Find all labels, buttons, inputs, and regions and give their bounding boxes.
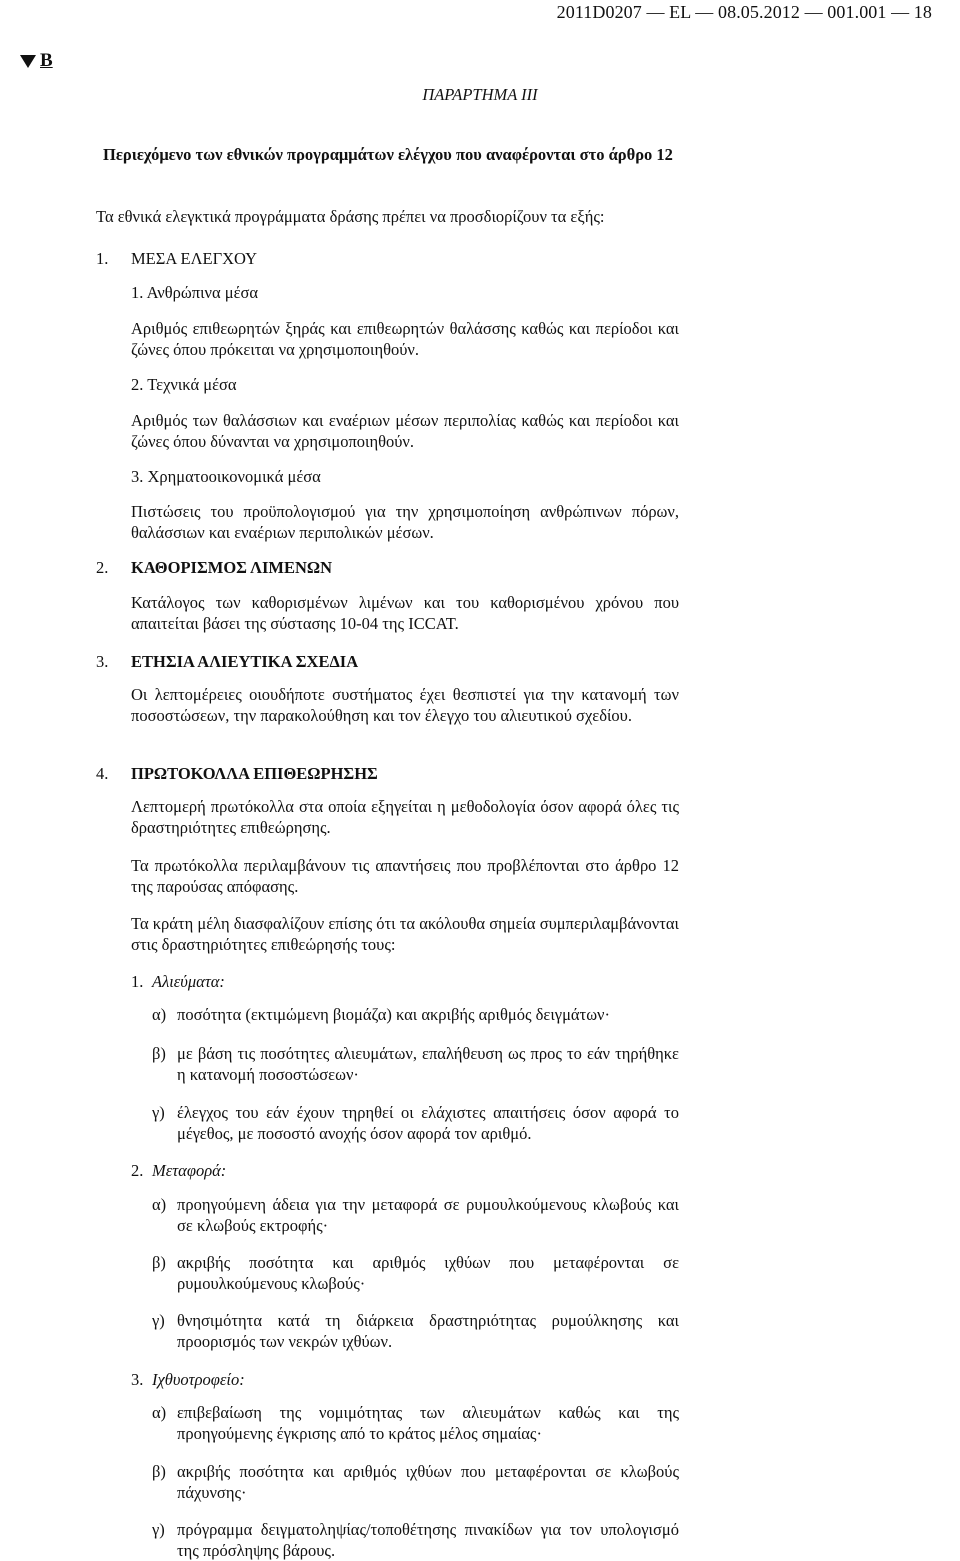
section-2-number: 2. <box>96 558 109 577</box>
list-item-letter: α) <box>152 1403 167 1422</box>
list-item-text: προηγούμενη άδεια για την μεταφορά σε ρυμουλκούμενους κλωβούς και σε κλωβούς εκτροφής· <box>177 1195 679 1235</box>
section-1-number: 1. <box>96 249 109 268</box>
document-header: 2011D0207 — EL — 08.05.2012 — 001.001 — 18 <box>556 2 932 22</box>
section-4-number: 4. <box>96 764 109 783</box>
amendment-marker <box>20 50 53 71</box>
list-item-letter: γ) <box>152 1520 165 1539</box>
list-item-text: ακριβής ποσότητα και αριθμός ιχθύων που μεταφέρονται σε κλωβούς πάχυνσης· <box>177 1462 679 1502</box>
section-1-heading: ΜΕΣΑ ΕΛΕΓΧΟΥ <box>131 249 258 268</box>
triangle-down-icon <box>20 55 36 68</box>
intro-text: Τα εθνικά ελεγκτικά προγράμματα δράσης πρέπει να προσδιορίζουν τα εξής: <box>96 207 605 226</box>
list-item-letter: α) <box>152 1195 167 1214</box>
list-label: Αλιεύματα: <box>152 972 225 991</box>
amendment-letter[interactable]: B <box>40 50 53 71</box>
section-4-paragraph: Τα κράτη μέλη διασφαλίζουν επίσης ότι τα ακόλουθα σημεία συμπεριλαμβάνονται στις δραστηριότητες επιθεώρησής τους: <box>131 914 679 954</box>
subsection-text: Αριθμός επιθεωρητών ξηράς και επιθεωρητών θαλάσσης καθώς και περίοδοι και ζώνες όπου πρόκειται να χρησιμοποιηθούν. <box>131 319 679 359</box>
annex-title: ΠΑΡΑΡΤΗΜΑ III <box>422 85 538 104</box>
section-4-paragraph: Τα πρωτόκολλα περιλαμβάνουν τις απαντήσεις που προβλέπονται στο άρθρο 12 της παρούσας απόφασης. <box>131 856 679 896</box>
list-item-letter: β) <box>152 1462 166 1481</box>
section-3-heading: ΕΤΗΣΙΑ ΑΛΙΕΥΤΙΚΑ ΣΧΕΔΙΑ <box>131 652 359 671</box>
list-item-text: επιβεβαίωση της νομιμότητας των αλιευμάτων καθώς και της προηγούμενης έγκρισης από το κράτος μέλος σημαίας· <box>177 1403 679 1443</box>
list-item-text: ποσότητα (εκτιμώμενη βιομάζα) και ακριβής αριθμός δειγμάτων· <box>177 1005 611 1024</box>
subsection-text: Αριθμός των θαλάσσιων και εναέριων μέσων περιπολίας καθώς και περίοδοι και ζώνες όπου δύνανται να χρησιμοποιηθούν. <box>131 411 679 451</box>
document-title: Περιεχόμενο των εθνικών προγραμμάτων ελέγχου που αναφέρονται στο άρθρο 12 <box>103 145 673 164</box>
section-4-heading: ΠΡΩΤΟΚΟΛΛΑ ΕΠΙΘΕΩΡΗΣΗΣ <box>131 764 378 783</box>
list-number: 1. <box>131 972 144 991</box>
list-item-text: με βάση τις ποσότητες αλιευμάτων, επαλήθευση ως προς το εάν τηρήθηκε η κατανομή ποσοστώσεων· <box>177 1044 679 1084</box>
subsection-heading: 2. Τεχνικά μέσα <box>131 375 237 394</box>
list-item-letter: γ) <box>152 1311 165 1330</box>
list-item-text: θνησιμότητα κατά τη διάρκεια δραστηριότητας ρυμούλκησης και προορισμός των νεκρών ιχθύων. <box>177 1311 679 1351</box>
list-label: Μεταφορά: <box>152 1161 227 1180</box>
list-item-letter: β) <box>152 1253 166 1272</box>
list-number: 3. <box>131 1370 144 1389</box>
subsection-text: Πιστώσεις του προϋπολογισμού για την χρησιμοποίηση ανθρώπινων πόρων, θαλάσσιων και εναέριων περιπολικών μέσων. <box>131 502 679 542</box>
list-number: 2. <box>131 1161 144 1180</box>
section-2-text: Κατάλογος των καθορισμένων λιμένων και του καθορισμένου χρόνου που απαιτείται βάσει της σύστασης 10-04 της ICCAT. <box>131 593 679 633</box>
list-item-letter: γ) <box>152 1103 165 1122</box>
subsection-heading: 3. Χρηματοοικονομικά μέσα <box>131 467 321 486</box>
list-item-letter: β) <box>152 1044 166 1063</box>
list-item-text: πρόγραμμα δειγματοληψίας/τοποθέτησης πινακίδων για τον υπολογισμό της πρόσληψης βάρους. <box>177 1520 679 1560</box>
list-item-text: ακριβής ποσότητα και αριθμός ιχθύων που μεταφέρονται σε ρυμουλκούμενους κλωβούς· <box>177 1253 679 1293</box>
list-item-letter: α) <box>152 1005 167 1024</box>
section-4-paragraph: Λεπτομερή πρωτόκολλα στα οποία εξηγείται η μεθοδολογία όσον αφορά όλες τις δραστηριότητες επιθεώρησης. <box>131 797 679 837</box>
subsection-heading: 1. Ανθρώπινα μέσα <box>131 283 259 302</box>
list-label: Ιχθυοτροφείο: <box>152 1370 245 1389</box>
list-item-text: έλεγχος του εάν έχουν τηρηθεί οι ελάχιστες απαιτήσεις όσον αφορά το μέγεθος, με ποσοστό ανοχής όσον αφορά τον αριθμό. <box>177 1103 679 1143</box>
section-3-text: Οι λεπτομέρειες οιουδήποτε συστήματος έχει θεσπιστεί για την κατανομή των ποσοστώσεων, την παρακολούθηση και τον έλεγχο του αλιευτικού σχεδίου. <box>131 685 679 725</box>
section-3-number: 3. <box>96 652 109 671</box>
section-2-heading: ΚΑΘΟΡΙΣΜΟΣ ΛΙΜΕΝΩΝ <box>131 558 333 577</box>
